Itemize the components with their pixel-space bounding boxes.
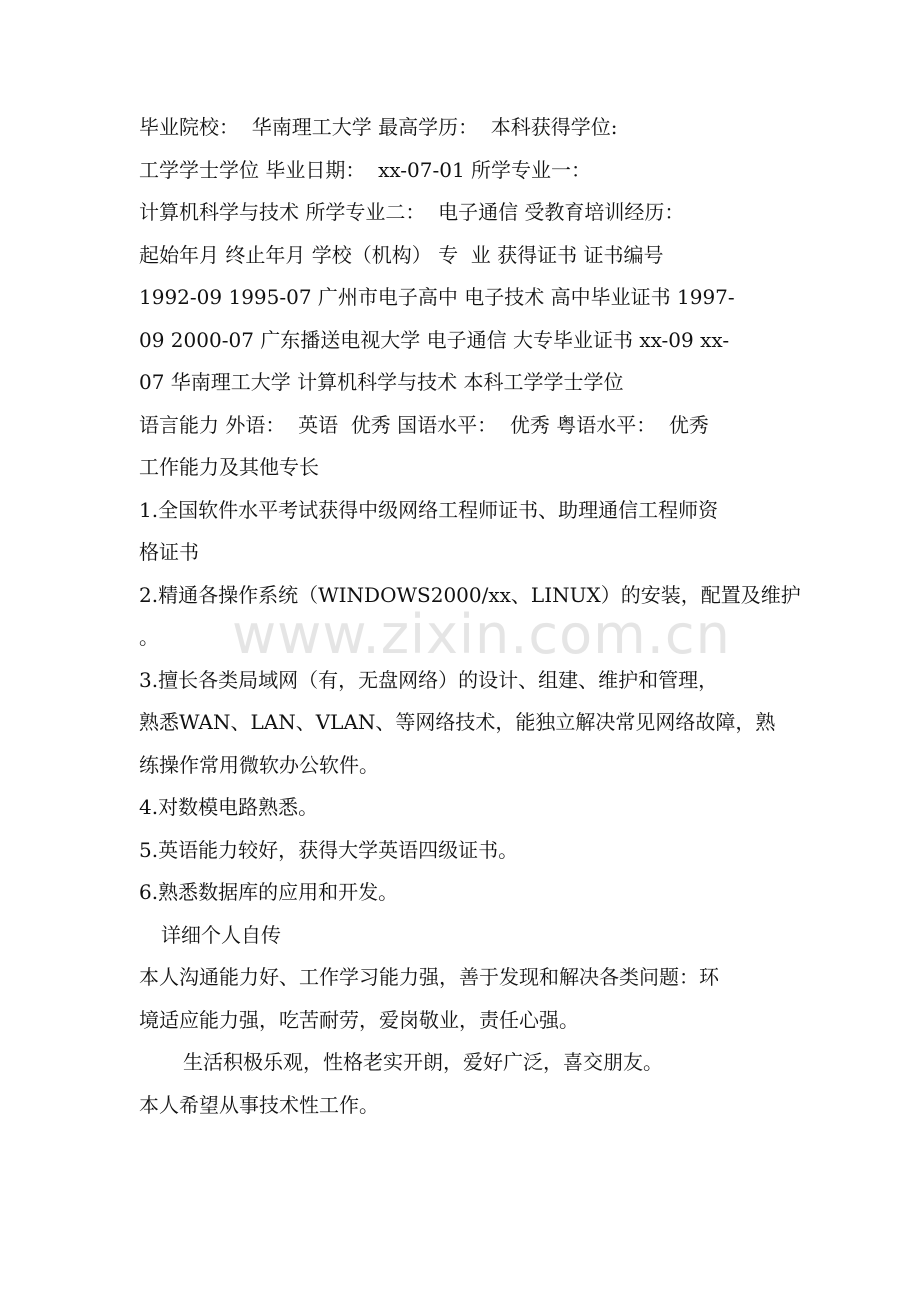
line-education-history-3: 07 华南理工大学 计算机科学与技术 本科工学学士学位 (139, 370, 624, 394)
skill-item-3-cont2: 练操作常用微软办公软件。 (139, 752, 379, 777)
line-education-table-header: 起始年月 终止年月 学校（机构） 专 业 获得证书 证书编号 (139, 242, 664, 267)
skill-item-1-cont: 格证书 (139, 540, 199, 564)
line-education-school: 毕业院校： 华南理工大学 最高学历： 本科获得学位: (139, 115, 618, 139)
autobiography-para-3: 本人希望从事技术性工作。 (139, 1092, 379, 1117)
skill-item-3-cont: 熟悉WAN、LAN、VLAN、等网络技术，能独立解决常见网络故障，熟 (139, 710, 776, 734)
skill-item-2: 2.精通各操作系统（WINDOWS2000/xx、LINUX）的安装，配置及维护 (139, 582, 801, 607)
skill-item-5: 5.英语能力较好，获得大学英语四级证书。 (139, 837, 519, 862)
skill-item-1: 1.全国软件水平考试获得中级网络工程师证书、助理通信工程师资 (139, 497, 719, 522)
line-education-history-1: 1992-09 1995-07 广州市电子高中 电子技术 高中毕业证书 1997- (139, 285, 735, 309)
line-language-ability: 语言能力 外语： 英语 优秀 国语水平： 优秀 粤语水平： 优秀 (139, 412, 709, 437)
autobiography-para-1: 本人沟通能力好、工作学习能力强，善于发现和解决各类问题：环 (139, 965, 719, 989)
resume-text-body (139, 106, 801, 1126)
skill-item-4: 4.对数模电路熟悉。 (139, 795, 319, 819)
line-education-history-2: 09 2000-07 广东播送电视大学 电子通信 大专毕业证书 xx-09 xx- (139, 327, 730, 352)
autobiography-para-1-cont: 境适应能力强，吃苦耐劳，爱岗敬业，责任心强。 (139, 1007, 579, 1032)
watermark: www.zixin.com.cn (232, 603, 731, 666)
section-heading-autobiography: 详细个人自传 (161, 922, 281, 947)
section-heading-skills: 工作能力及其他专长 (139, 455, 319, 479)
autobiography-para-2: 生活积极乐观，性格老实开朗，爱好广泛，喜交朋友。 (183, 1050, 663, 1074)
skill-item-3: 3.擅长各类局域网（有，无盘网络）的设计、组建、维护和管理， (139, 667, 719, 692)
skill-item-2-cont: 。 (139, 625, 159, 649)
line-degree-date: 工学学士学位 毕业日期： xx-07-01 所学专业一： (139, 157, 592, 182)
line-majors: 计算机科学与技术 所学专业二： 电子通信 受教育培训经历： (139, 200, 685, 224)
skill-item-6: 6.熟悉数据库的应用和开发。 (139, 880, 399, 904)
